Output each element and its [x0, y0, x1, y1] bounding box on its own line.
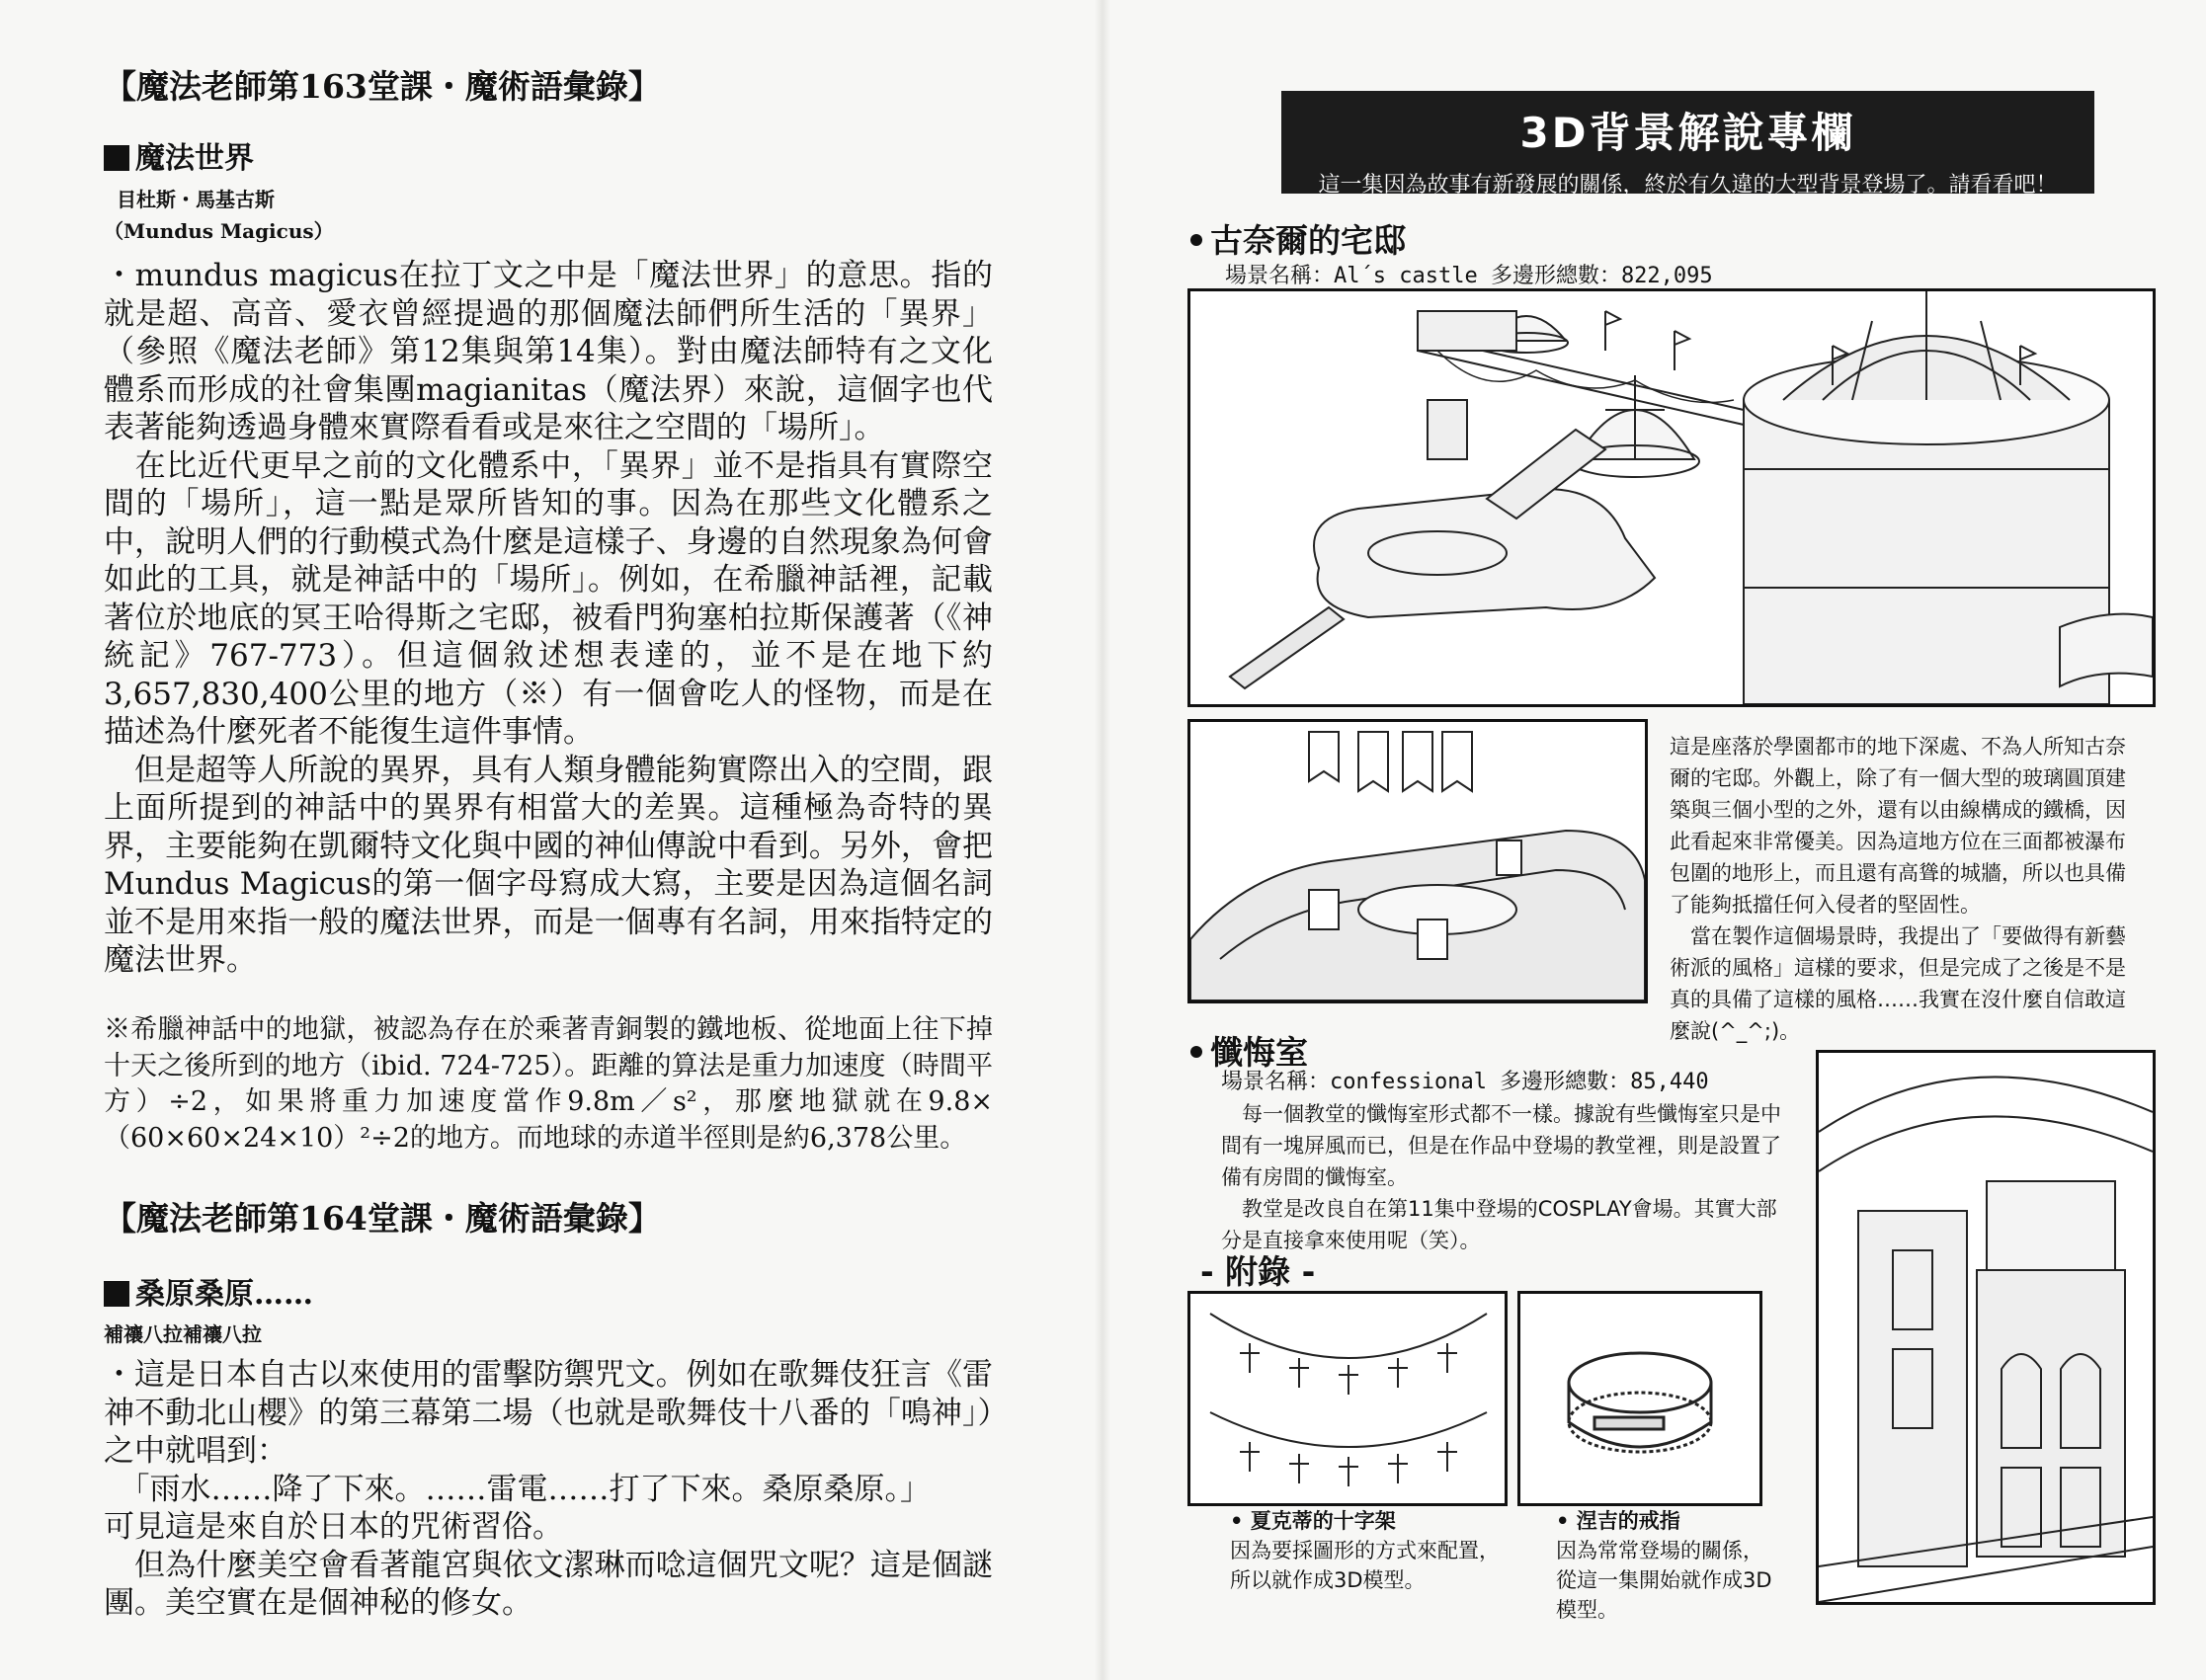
- page-gutter: [1095, 0, 1110, 1680]
- confessional-drawing: [1819, 1053, 2153, 1602]
- appendix-heading: - 附錄 -: [1200, 1252, 1316, 1291]
- caption-title: • 涅吉的戒指: [1556, 1506, 1783, 1536]
- castle-platform-illustration: [1187, 719, 1648, 1003]
- paragraph: ・這是日本自古以來使用的雷擊防禦咒文。例如在歌舞伎狂言《雷神不動北山櫻》的第三幕第二場（也就是歌舞伎十八番的「鳴神」）之中就唱到：: [104, 1357, 993, 1469]
- section-164-title: 【魔法老師第164堂課・魔術語彙錄】: [104, 1199, 661, 1238]
- banner-title: 3D背景解說專欄: [1519, 109, 1856, 157]
- bullet-dot-icon: [1190, 234, 1202, 246]
- appendix-caption-ring: [1556, 1506, 1783, 1625]
- paragraph: 但為什麼美空會看著龍宮與依文潔琳而唸這個咒文呢？這是個謎團。美空實在是個神秘的修女。: [104, 1547, 993, 1621]
- castle-drawing: [1190, 291, 2153, 704]
- paragraph: 「雨水……降了下來。……雷電……打了下來。桑原桑原。」: [104, 1471, 931, 1507]
- cross-garland-illustration: [1187, 1291, 1508, 1506]
- section-164-body: [104, 1356, 993, 1623]
- caption-title: • 夏克蒂的十字架: [1230, 1506, 1516, 1536]
- column-banner: [1281, 91, 2094, 198]
- caption-text: 因為要採圖形的方式來配置，所以就作成3D模型。: [1230, 1539, 1500, 1592]
- latin-term: （Mundus Magicus）: [104, 219, 334, 243]
- paragraph: 可見這是來自於日本的咒術習俗。: [104, 1509, 563, 1545]
- castle-illustration: [1187, 288, 2156, 707]
- castle-heading: 古奈爾的宅邸: [1190, 215, 1406, 262]
- section-163-title: 【魔法老師第163堂課・魔術語彙錄】: [104, 67, 661, 106]
- banner-subtitle: 這一集因為故事有新發展的關係，終於有久違的大型背景登場了。請看看吧！: [1318, 173, 2058, 198]
- confessional-heading: 懺悔室: [1190, 1027, 1308, 1074]
- castle-scene-info: 場景名稱：Al´s castle 多邊形總數：822,095: [1225, 264, 1713, 288]
- ruby-reading: 補禳八拉補禳八拉: [104, 1322, 262, 1346]
- bullet-dot-icon: [1190, 1046, 1202, 1058]
- paragraph: 但是超等人所說的異界，具有人類身體能夠實際出入的空間，跟上面所提到的神話中的異界有相當大的差異。這種極為奇特的異界，主要能夠在凱爾特文化與中國的神仙傳說中看到。另外，會把Mundus Magicus的第一個字母寫成大寫，主要是因為這個名詞並不是用來指一般的魔法世界，而是一個專有名詞，用來指特定的魔法世界。: [104, 752, 993, 978]
- footnote: ※希臘神話中的地獄，被認為存在於乘著青銅製的鐵地板、從地面上往下掉十天之後所到的地方（ibid. 724-725）。距離的算法是重力加速度（時間平方）÷2，如果將重力加速度當作9.8m／s²，那麼地獄就在9.8×（60×60×24×10）²÷2的地方。而地球的赤道半徑則是約6,378公里。: [104, 1014, 993, 1154]
- paragraph: ・mundus magicus在拉丁文之中是「魔法世界」的意思。指的就是超、高音、愛衣曾經提過的那個魔法師們所生活的「異界」（參照《魔法老師》第12集與第14集）。對由魔法師特有之文化體系而形成的社會集團magianitas（魔法界）來說，這個字也代表著能夠透過身體來實際看看或是來往之空間的「場所」。: [104, 258, 993, 445]
- appendix-caption-cross: [1230, 1506, 1516, 1595]
- confessional-scene-info: 場景名稱：confessional 多邊形總數：85,440: [1221, 1070, 1709, 1094]
- confessional-illustration: [1816, 1050, 2156, 1605]
- ring-illustration: [1517, 1291, 1762, 1506]
- ruby-reading: 目杜斯・馬基古斯: [117, 188, 275, 211]
- entry-heading-magic-world: 魔法世界: [104, 133, 254, 177]
- paragraph: 在比近代更早之前的文化體系中，「異界」並不是指具有實際空間的「場所」，這一點是眾所皆知的事。因為在那些文化體系之中，說明人們的行動模式為什麼是這樣子、身邊的自然現象為何會如此的工具，就是神話中的「場所」。例如，在希臘神話裡，記載著位於地底的冥王哈得斯之宅邸，被看門狗塞柏拉斯保護著（《神統記》767-773）。但這個敘述想表達的，並不是在地下約3,657,830,400公里的地方（※）有一個會吃人的怪物，而是在描述為什麼死者不能復生這件事情。: [104, 447, 993, 750]
- entry-heading-kuwabara: 桑原桑原……: [104, 1269, 313, 1313]
- confessional-description: 每一個教堂的懺悔室形式都不一樣。據說有些懺悔室只是中間有一塊屏風而已，但是在作品中登場的教堂裡，則是設置了備有房間的懺悔室。 教堂是改良自在第11集中登場的COSPLAY會場。其實大部分是直接拿來使用呢（笑）。: [1221, 1102, 1781, 1252]
- ring-drawing: [1520, 1294, 1759, 1503]
- platform-drawing: [1190, 722, 1645, 1000]
- caption-text: 因為常常登場的關係，從這一集開始就作成3D模型。: [1556, 1539, 1772, 1622]
- cross-garland-drawing: [1190, 1294, 1505, 1503]
- castle-description: 這是座落於學園都市的地下深處、不為人所知古奈爾的宅邸。外觀上，除了有一個大型的玻璃圓頂建築與三個小型的之外，還有以由線構成的鐵橋，因此看起來非常優美。因為這地方位在三面都被瀑布包圍的地形上，而且還有高聳的城牆，所以也具備了能夠抵擋任何入侵者的堅固性。 當在製作這個場景時，我提出了「要做得有新藝術派的風格」這樣的要求，但是完成了之後是不是真的具備了這樣的風格……我實在沒什麼自信敢這麼說(^_^;)。: [1670, 735, 2126, 1043]
- square-bullet-icon: [104, 1281, 129, 1307]
- section-163-body: [104, 257, 993, 980]
- square-bullet-icon: [104, 145, 129, 171]
